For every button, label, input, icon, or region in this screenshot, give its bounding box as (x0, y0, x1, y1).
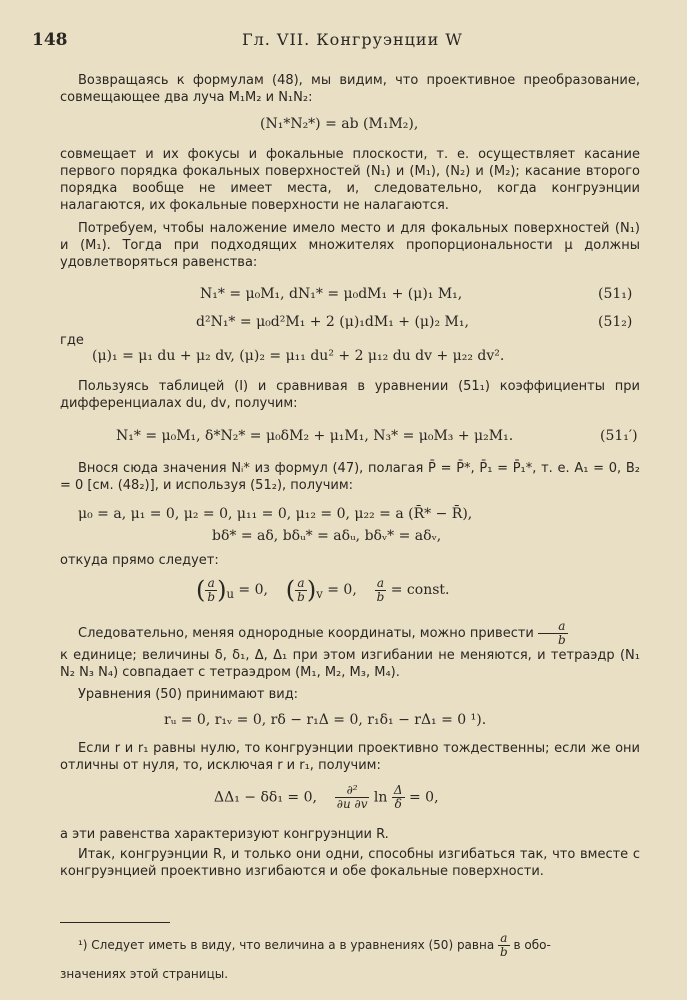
equation-r-system: rᵤ = 0, r₁ᵥ = 0, rδ − r₁Δ = 0, r₁δ₁ − rΔ₁ = 0 ¹). (164, 712, 487, 728)
paragraph-6: откуда прямо следует: (60, 553, 219, 568)
paragraph-1: Возвращаясь к формулам (48), мы видим, что проективное преобразование, совмещающее два луча M₁M₂ и N₁N₂: (60, 73, 640, 105)
paragraph-9: Если r и r₁ равны нулю, то конгруэнции проективно тождественны; если же они отличны от нуля, то, исключая r и r₁, получим: (60, 741, 640, 773)
running-title: Гл. VII. Конгруэнции W (242, 30, 463, 49)
where-label: где (60, 333, 84, 348)
equation-51-1: N₁* = μ₀M₁, dN₁* = μ₀dM₁ + (μ)₁ M₁, (200, 286, 463, 302)
footnote: ¹) Следует иметь в виду, что величина a в уравнениях (50) равна $\frac{a}{b}$ в обо- (78, 931, 551, 959)
footnote-rule (60, 922, 170, 923)
equation-characteristic: ΔΔ₁ − δδ₁ = 0, $\frac{\text{∂²}}{\partial u \partial v}$ ln $\frac{\Delta}{\delta}$ = 0, (214, 783, 439, 811)
equation-const: ( $\frac{a}{b}$ )$_u = 0$, ( $\frac{a}{b}$ )$_v = 0$, $\frac{a}{b}$ = const. (196, 575, 450, 604)
footnote-continuation: значениях этой страницы. (60, 967, 229, 981)
equation-51-1-prime: N₁* = μ₀M₁, δ*N₂* = μ₀δM₂ + μ₁M₁, N₃* = μ₀M₃ + μ₂M₁. (116, 428, 514, 444)
page-header (32, 30, 635, 54)
equation-51-2: d²N₁* = μ₀d²M₁ + 2 (μ)₁dM₁ + (μ)₂ M₁, (196, 314, 469, 330)
equation-mu-values: μ₀ = a, μ₁ = 0, μ₂ = 0, μ₁₁ = 0, μ₁₂ = 0, μ₂₂ = a (R̄* − R̄), (78, 506, 473, 522)
equation-mu: (μ)₁ = μ₁ du + μ₂ dv, (μ)₂ = μ₁₁ du² + 2 μ₁₂ du dv + μ₂₂ dv². (92, 348, 505, 364)
equation-number-51-2: (51₂) (598, 314, 633, 330)
equation-number-51-1: (51₁) (598, 286, 633, 302)
page-number: 148 (32, 30, 68, 50)
paragraph-3: Потребуем, чтобы наложение имело место и для фокальных поверхностей (N₁) и (M₁). Тогда при подходящих множителях пропорциональности μ должны удовлетворяться равенства: (60, 221, 640, 270)
equation-number-51-1-prime: (51₁′) (600, 428, 638, 444)
paragraph-8: Уравнения (50) принимают вид: (78, 687, 299, 702)
equation-1: (N₁*N₂*) = ab (M₁M₂), (260, 116, 419, 132)
equation-delta-values: bδ* = aδ, bδᵤ* = aδᵤ, bδᵥ* = aδᵥ, (212, 528, 442, 544)
paragraph-4: Пользуясь таблицей (I) и сравнивая в уравнении (51₁) коэффициенты при дифференциалах du, dv, получим: (60, 379, 640, 411)
paragraph-2: совмещает и их фокусы и фокальные плоскости, т. е. осуществляет касание первого порядка фокальных поверхностей (N₁) и (M₁), (N₂) и (M₂); касание второго порядка вообще не имеет места, и, следовательно, когда конгруэнции налагаются, их фокальные поверхности не налагаются. (60, 147, 640, 213)
paragraph-7: Следовательно, меняя однородные координаты, можно привести $\frac{a}{b}$ к единице; величины δ, δ₁, Δ, Δ₁ при этом изгибании не меняются, и тетраэдр (N₁ N₂ N₃ N₄) совпадает с тетраэдром (M₁, M₂, M₃, M₄). (60, 619, 640, 680)
paragraph-5: Внося сюда значения Nᵢ* из формул (47), полагая P̄ = P̄*, P̄₁ = P̄₁*, т. е. A₁ = 0, B₂ = 0 [см. (48₂)], и используя (51₂), получим: (60, 461, 640, 493)
paragraph-10: а эти равенства характеризуют конгруэнции R. (60, 827, 389, 842)
paragraph-11: Итак, конгруэнции R, и только они одни, способны изгибаться так, что вместе с конгруэнцией проективно изгибаются и обе фокальные поверхности. (60, 847, 640, 879)
